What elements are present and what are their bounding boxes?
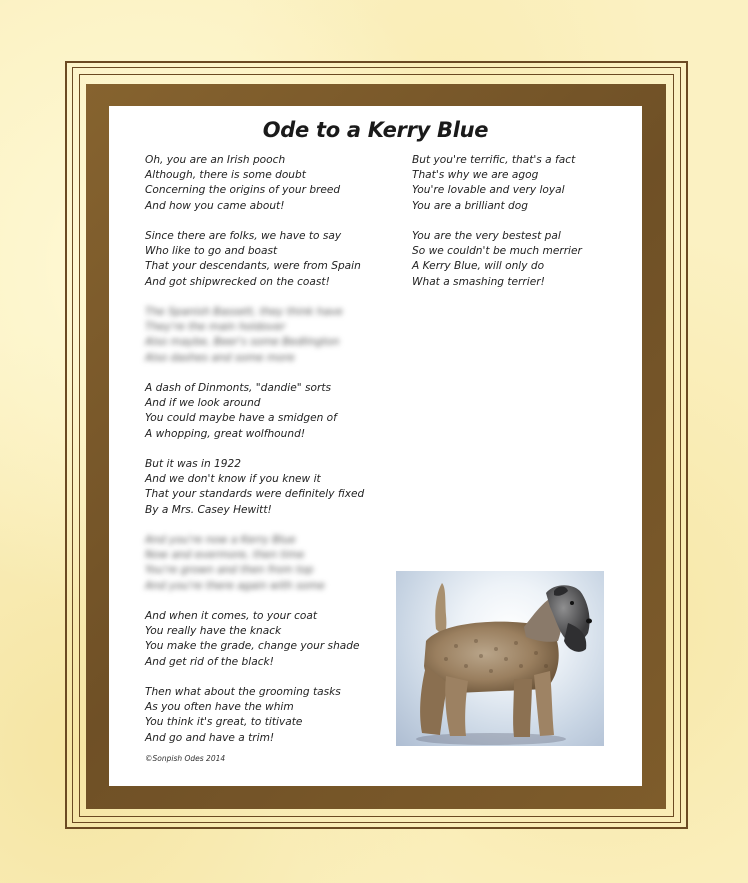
poem-line: But you're terrific, that's a fact [412,154,576,166]
poem-stanza [145,305,385,366]
poem-line: Since there are folks, we have to say [145,230,342,242]
poem-line: That your descendants, were from Spain [145,260,361,273]
poem-line: And how you came about! [145,199,285,212]
poem-stanza [145,609,385,670]
poem-line: And you're now a Kerry Blue [145,534,296,546]
poem-line: But it was in 1922 [145,458,241,470]
poem-stanza [145,381,385,442]
poem-line: You could maybe have a smidgen of [145,412,337,425]
kerry-blue-terrier-photo [396,571,604,746]
poem-line: You make the grade, change your shade [145,640,360,653]
poem-line: By a Mrs. Casey Hewitt! [145,503,272,516]
poem-line: You are a brilliant dog [412,199,528,212]
poem-line: A whopping, great wolfhound! [145,427,306,440]
poem-stanza [145,153,385,214]
poem-line: They're the main holdover [145,321,286,334]
poem-line: Now and evermore, then time [145,549,305,562]
poem-line: And when it comes, to your coat [145,610,318,622]
poem-left-column [145,153,385,761]
copyright-text: ©Sonpish Odes 2014 [145,754,226,763]
poem-line: The Spanish Bassett, they think have [145,306,343,318]
poem-line: And get rid of the black! [145,655,274,668]
poem-stanza [145,457,385,518]
poem-title: Ode to a Kerry Blue [262,118,489,142]
poem-line: You are the very bestest pal [412,230,561,242]
poem-line: As you often have the whim [145,701,294,714]
dog-illustration [396,571,604,746]
poem-line: A Kerry Blue, will only do [412,260,545,273]
poem-stanza [412,229,622,290]
poem-line: And we don't know if you knew it [145,473,321,486]
poem-stanza [145,533,385,594]
poem-stanza [412,153,622,214]
poem-line: You're grown and then from top [145,564,314,577]
poem-line: So we couldn't be much merrier [412,245,582,258]
poem-line: And go and have a trim! [145,731,275,744]
poem-sheet [109,106,642,786]
poem-line: Although, there is some doubt [145,169,306,182]
poem-line: Then what about the grooming tasks [145,686,341,698]
poem-line: And if we look around [145,397,261,410]
poem-line: You think it's great, to titivate [145,716,303,729]
poem-line: That your standards were definitely fixed [145,488,365,501]
poem-line: That's why we are agog [412,169,539,182]
poem-line: Oh, you are an Irish pooch [145,154,286,166]
poem-line: What a smashing terrier! [412,275,545,288]
poem-stanza [145,229,385,290]
poem-stanza [145,685,385,746]
poem-line: Also maybe, Beer's some Bedlington [145,336,340,349]
poem-line: You really have the knack [145,625,282,638]
poem-line: And you're there again with some [145,579,325,592]
poem-line: Also dashes and some more [145,351,295,364]
poem-line: Who like to go and boast [145,245,278,258]
poem-line: You're lovable and very loyal [412,184,565,197]
poem-line: A dash of Dinmonts, "dandie" sorts [145,382,332,394]
poem-line: And got shipwrecked on the coast! [145,275,330,288]
poem-right-column [412,153,622,305]
poem-line: Concerning the origins of your breed [145,184,341,197]
